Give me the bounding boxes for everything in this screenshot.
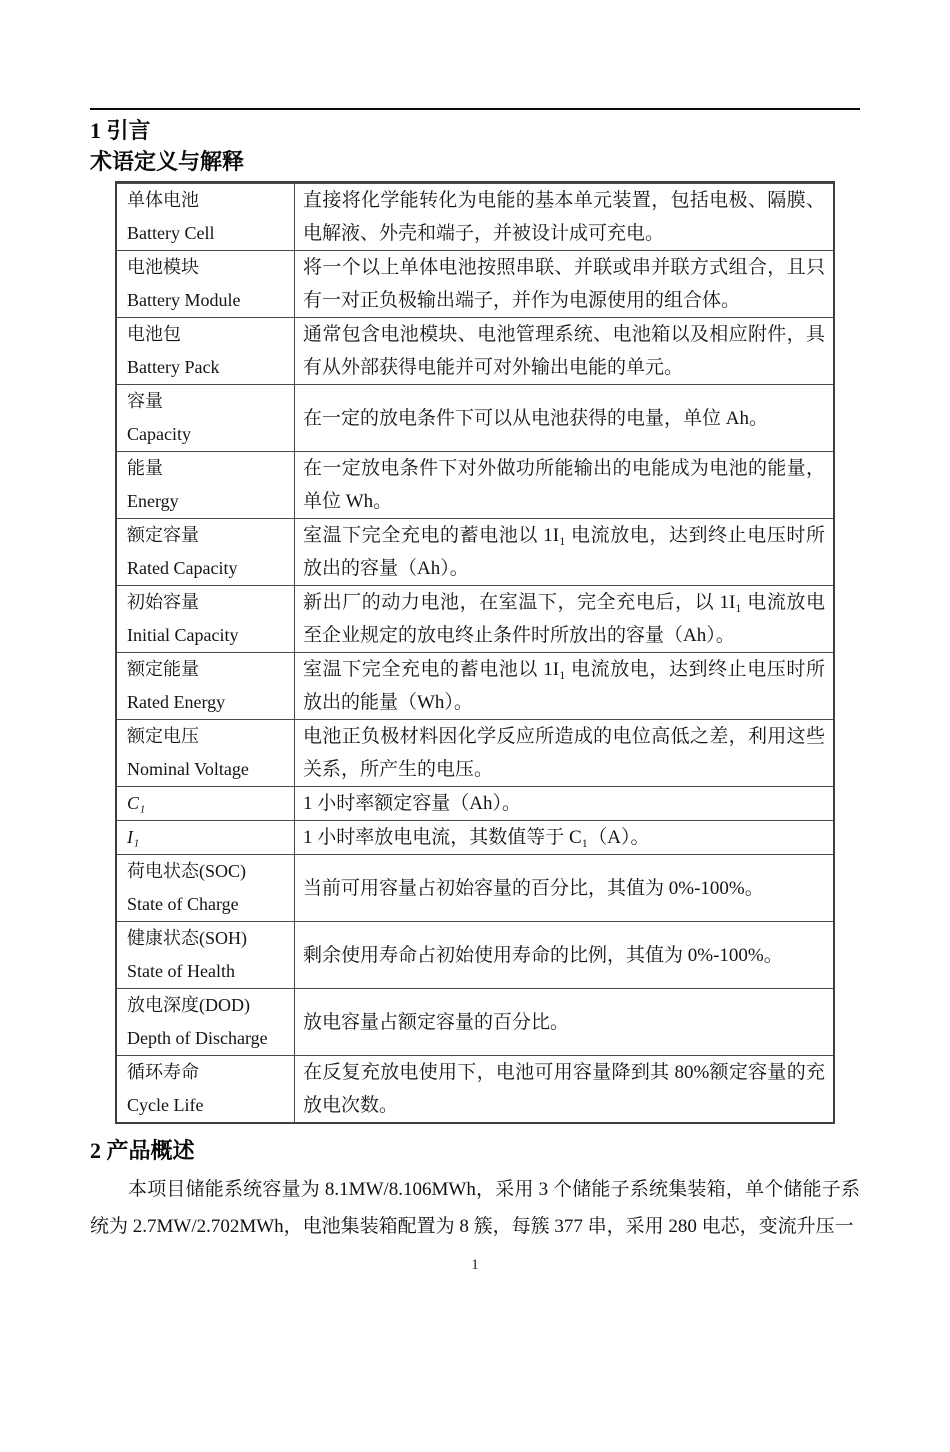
table-row	[117, 250, 833, 317]
term-cell	[117, 184, 295, 250]
term-name-en: Cycle Life	[127, 1095, 204, 1115]
definition-text: 1 小时率额定容量（Ah）。	[303, 793, 521, 814]
section-2-heading: 2 产品概述	[90, 1138, 195, 1163]
term-cell	[117, 251, 295, 317]
definition-cell	[295, 318, 833, 384]
term-name-en: Battery Pack	[127, 357, 220, 377]
term-cell	[117, 385, 295, 451]
document-page	[0, 108, 950, 1274]
term-name-cn: 能量	[127, 458, 163, 478]
definition-text: 新出厂的动力电池，在室温下，完全充电后，以 1I₁ 电流放电至企业规定的放电终止条件时所放出的容量（Ah）。	[303, 592, 825, 646]
table-row	[117, 820, 833, 854]
term-name-cn: 额定容量	[127, 525, 199, 545]
section-1-heading: 1 引言	[90, 118, 151, 143]
table-row	[117, 518, 833, 585]
term-name-en: Nominal Voltage	[127, 759, 249, 779]
table-row	[117, 183, 833, 250]
term-cell	[117, 922, 295, 988]
table-row	[117, 317, 833, 384]
term-cell	[117, 653, 295, 719]
table-row	[117, 1055, 833, 1122]
table-row	[117, 786, 833, 820]
term-cell	[117, 989, 295, 1055]
definition-cell	[295, 855, 833, 921]
definition-text: 室温下完全充电的蓄电池以 1I₁ 电流放电，达到终止电压时所放出的能量（Wh）。	[303, 659, 825, 713]
term-name-en: Battery Module	[127, 290, 241, 310]
definition-cell	[295, 787, 833, 820]
definition-cell	[295, 989, 833, 1055]
term-cell	[117, 787, 295, 820]
definition-text: 剩余使用寿命占初始使用寿命的比例，其值为 0%-100%。	[303, 944, 783, 966]
term-name-cn: 放电深度(DOD)	[127, 995, 250, 1015]
definition-cell	[295, 586, 833, 652]
definition-text: 放电容量占额定容量的百分比。	[303, 1011, 570, 1033]
term-name-en: State of Charge	[127, 894, 239, 914]
definition-cell	[295, 452, 833, 518]
term-cell	[117, 452, 295, 518]
term-cell	[117, 720, 295, 786]
definition-text: 电池正负极材料因化学反应所造成的电位高低之差，利用这些关系，所产生的电压。	[303, 726, 825, 780]
term-cell	[117, 855, 295, 921]
terms-table	[115, 181, 835, 1124]
term-cell	[117, 519, 295, 585]
term-name-en: Capacity	[127, 424, 191, 444]
term-name-en: Energy	[127, 491, 179, 511]
definition-text: 通常包含电池模块、电池管理系统、电池箱以及相应附件，具有从外部获得电能并可对外输出电能的单元。	[303, 324, 825, 378]
page-number: 1	[471, 1257, 479, 1273]
definition-cell	[295, 184, 833, 250]
term-cell	[117, 821, 295, 854]
definition-cell	[295, 385, 833, 451]
table-row	[117, 988, 833, 1055]
term-cell	[117, 318, 295, 384]
definition-text: 在反复充放电使用下，电池可用容量降到其 80%额定容量的充放电次数。	[303, 1062, 825, 1116]
definition-text: 将一个以上单体电池按照串联、并联或串并联方式组合，且只有一对正负极输出端子，并作为电源使用的组合体。	[303, 257, 825, 311]
term-name-cn: 荷电状态(SOC)	[127, 861, 247, 881]
term-name-cn: 电池包	[127, 324, 181, 344]
terms-subheading: 术语定义与解释	[90, 149, 245, 174]
table-row	[117, 451, 833, 518]
table-row	[117, 652, 833, 719]
definition-text: 室温下完全充电的蓄电池以 1I₁ 电流放电，达到终止电压时所放出的容量（Ah）。	[303, 525, 825, 579]
definition-text: 1 小时率放电电流，其数值等于 C₁（A）。	[303, 827, 650, 848]
definition-cell	[295, 251, 833, 317]
header-rule	[90, 108, 860, 110]
table-row	[117, 585, 833, 652]
definition-text: 在一定放电条件下对外做功所能输出的电能成为电池的能量，单位 Wh。	[303, 458, 825, 512]
definition-text: 在一定的放电条件下可以从电池获得的电量，单位 Ah。	[303, 407, 768, 429]
definition-cell	[295, 922, 833, 988]
definition-cell	[295, 720, 833, 786]
term-name-en: Battery Cell	[127, 223, 215, 243]
table-row	[117, 921, 833, 988]
term-name-en: Initial Capacity	[127, 625, 239, 645]
term-name-en: State of Health	[127, 961, 235, 981]
term-name-cn: C₁	[127, 793, 146, 813]
term-name-cn: 额定能量	[127, 659, 199, 679]
term-name-cn: 电池模块	[127, 257, 199, 277]
table-row	[117, 719, 833, 786]
term-name-cn: 健康状态(SOH)	[127, 928, 247, 948]
definition-text: 直接将化学能转化为电能的基本单元装置，包括电极、隔膜、电解液、外壳和端子，并被设计成可充电。	[303, 190, 825, 244]
term-name-cn: I₁	[127, 827, 140, 847]
term-cell	[117, 586, 295, 652]
overview-paragraph: 本项目储能系统容量为 8.1MW/8.106MWh，采用 3 个储能子系统集装箱，单个储能子系统为 2.7MW/2.702MWh，电池集装箱配置为 8 簇，每簇 377 串，采用 280 电芯，变流升压一	[90, 1179, 860, 1237]
term-name-en: Depth of Discharge	[127, 1028, 268, 1048]
definition-cell	[295, 1056, 833, 1122]
term-name-cn: 循环寿命	[127, 1062, 199, 1082]
table-row	[117, 854, 833, 921]
definition-cell	[295, 519, 833, 585]
term-cell	[117, 1056, 295, 1122]
definition-cell	[295, 821, 833, 854]
term-name-en: Rated Capacity	[127, 558, 238, 578]
definition-cell	[295, 653, 833, 719]
table-row	[117, 384, 833, 451]
term-name-cn: 容量	[127, 391, 163, 411]
term-name-cn: 单体电池	[127, 190, 199, 210]
term-name-cn: 初始容量	[127, 592, 199, 612]
term-name-cn: 额定电压	[127, 726, 199, 746]
term-name-en: Rated Energy	[127, 692, 226, 712]
definition-text: 当前可用容量占初始容量的百分比，其值为 0%-100%。	[303, 877, 764, 899]
